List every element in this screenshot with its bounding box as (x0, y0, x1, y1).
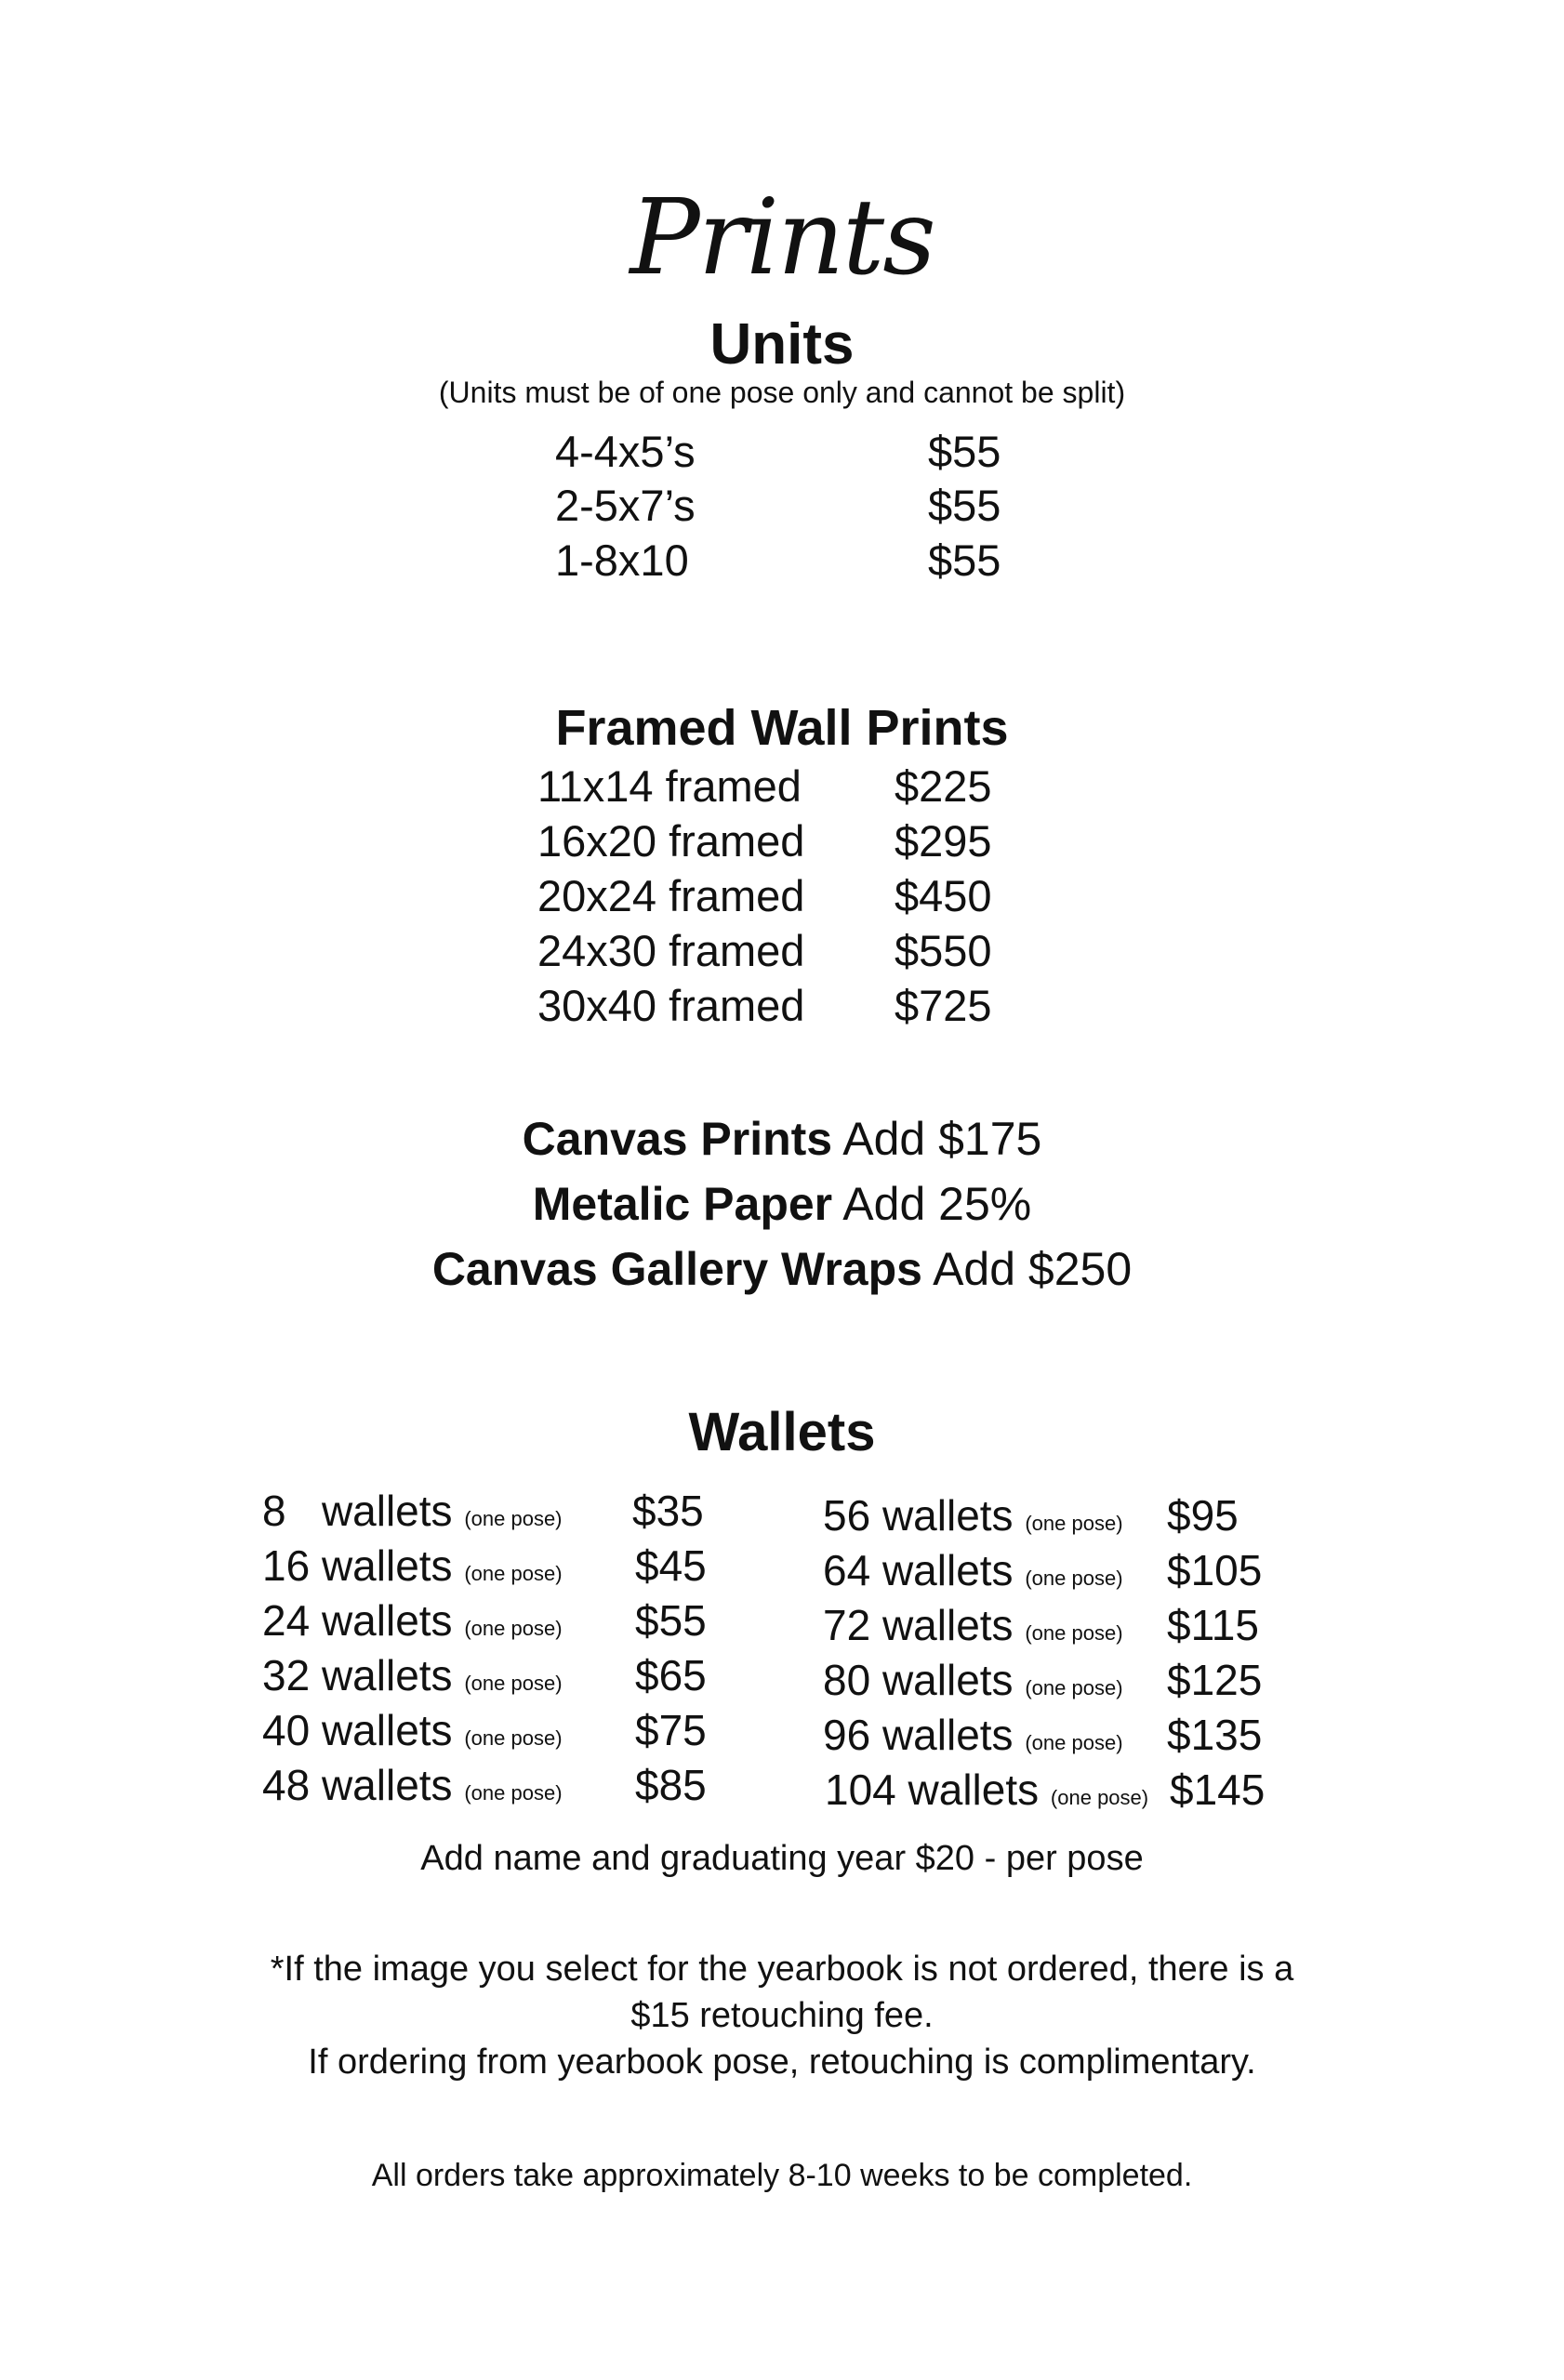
units-price: $55 (928, 481, 1001, 530)
addon-value: Add $175 (842, 1113, 1042, 1165)
wallet-row (823, 1546, 1123, 1594)
wallet-unit: wallets (881, 1656, 1014, 1704)
wallet-unit: wallets (881, 1711, 1014, 1759)
wallet-note: (one pose) (1025, 1567, 1123, 1590)
framed-price: $450 (895, 871, 992, 920)
wallet-count: 64 (823, 1546, 871, 1594)
framed-heading: Framed Wall Prints (555, 700, 1009, 756)
wallet-note: (one pose) (464, 1781, 563, 1805)
addon-label: Metalic Paper (532, 1178, 833, 1230)
addon-value: Add $250 (933, 1243, 1133, 1295)
wallet-note: (one pose) (1025, 1676, 1123, 1699)
wallet-note: (one pose) (1050, 1786, 1149, 1809)
name-year-note: Add name and graduating year $20 - per pose (420, 1839, 1144, 1878)
wallet-unit: wallets (321, 1487, 453, 1535)
framed-item: 20x24 framed (537, 871, 805, 920)
addon-label: Canvas Prints (522, 1113, 833, 1165)
units-heading: Units (709, 312, 855, 377)
framed-price: $550 (895, 926, 992, 975)
wallet-unit: wallets (321, 1651, 453, 1699)
turnaround-note: All orders take approximately 8-10 weeks to be completed. (371, 2158, 1193, 2193)
wallet-row (823, 1711, 1123, 1759)
framed-price: $295 (895, 816, 992, 866)
wallet-count: 96 (823, 1711, 871, 1759)
wallet-row (262, 1596, 563, 1645)
footnote-line-1: *If the image you select for the yearbook is not ordered, there is a (270, 1950, 1294, 1989)
framed-price: $725 (895, 981, 992, 1030)
wallet-price: $45 (635, 1541, 707, 1590)
wallet-price: $125 (1167, 1656, 1263, 1704)
wallet-row (823, 1656, 1123, 1704)
wallets-heading: Wallets (688, 1402, 876, 1462)
footnote-line-3: If ordering from yearbook pose, retouching is complimentary. (308, 2043, 1256, 2082)
framed-item: 16x20 framed (537, 816, 805, 866)
wallet-note: (one pose) (464, 1726, 563, 1750)
wallet-row (262, 1541, 563, 1590)
wallet-note: (one pose) (464, 1507, 563, 1530)
wallet-price: $75 (635, 1706, 707, 1754)
wallet-row (823, 1601, 1123, 1649)
page-title: Prints (630, 178, 934, 298)
wallet-note: (one pose) (464, 1617, 563, 1640)
wallet-price: $35 (632, 1487, 704, 1535)
framed-item: 11x14 framed (537, 761, 802, 811)
wallet-count: 32 (262, 1651, 311, 1699)
wallet-unit: wallets (321, 1596, 453, 1645)
wallet-count: 72 (823, 1601, 871, 1649)
wallet-unit: wallets (908, 1765, 1040, 1814)
wallet-price: $95 (1167, 1491, 1239, 1540)
wallet-unit: wallets (321, 1706, 453, 1754)
footnote-line-2: $15 retouching fee. (630, 1996, 934, 2035)
wallet-row (262, 1487, 563, 1535)
wallet-unit: wallets (881, 1546, 1014, 1594)
units-item: 1-8x10 (555, 536, 689, 585)
wallet-note: (one pose) (464, 1562, 563, 1585)
units-price: $55 (928, 536, 1001, 585)
wallet-unit: wallets (881, 1491, 1014, 1540)
wallet-count: 80 (823, 1656, 871, 1704)
wallet-count: 24 (262, 1596, 311, 1645)
wallet-price: $135 (1167, 1711, 1263, 1759)
units-price: $55 (928, 427, 1001, 476)
wallet-note: (one pose) (1025, 1731, 1123, 1754)
framed-item: 24x30 framed (537, 926, 805, 975)
wallet-price: $115 (1167, 1601, 1259, 1649)
addon-gallery-wraps (0, 1243, 1564, 1295)
wallet-count: 56 (823, 1491, 871, 1540)
addon-canvas-prints (0, 1113, 1564, 1165)
wallet-row (262, 1651, 563, 1699)
wallet-count: 40 (262, 1706, 311, 1754)
wallet-price: $105 (1167, 1546, 1263, 1594)
wallet-price: $55 (635, 1596, 707, 1645)
wallet-count: 8 (262, 1487, 286, 1535)
units-item: 4-4x5’s (555, 427, 696, 476)
wallet-note: (one pose) (464, 1672, 563, 1695)
wallet-price: $65 (635, 1651, 707, 1699)
wallet-row (825, 1765, 1149, 1814)
framed-item: 30x40 framed (537, 981, 805, 1030)
addon-label: Canvas Gallery Wraps (431, 1243, 922, 1295)
wallet-price: $145 (1170, 1765, 1266, 1814)
wallet-note: (one pose) (1025, 1512, 1123, 1535)
wallet-count: 48 (262, 1761, 311, 1809)
wallet-row (823, 1491, 1123, 1540)
wallet-count: 104 (825, 1765, 896, 1814)
wallet-row (262, 1761, 563, 1809)
wallet-unit: wallets (321, 1761, 453, 1809)
wallet-row (262, 1706, 563, 1754)
wallet-unit: wallets (881, 1601, 1014, 1649)
addon-value: Add 25% (842, 1178, 1032, 1230)
units-subtitle: (Units must be of one pose only and cannot be split) (438, 376, 1126, 409)
addon-metalic-paper (0, 1178, 1564, 1230)
framed-price: $225 (895, 761, 992, 811)
wallet-note: (one pose) (1025, 1621, 1123, 1645)
wallet-unit: wallets (321, 1541, 453, 1590)
wallet-count: 16 (262, 1541, 311, 1590)
units-item: 2-5x7’s (555, 481, 696, 530)
wallet-price: $85 (635, 1761, 707, 1809)
